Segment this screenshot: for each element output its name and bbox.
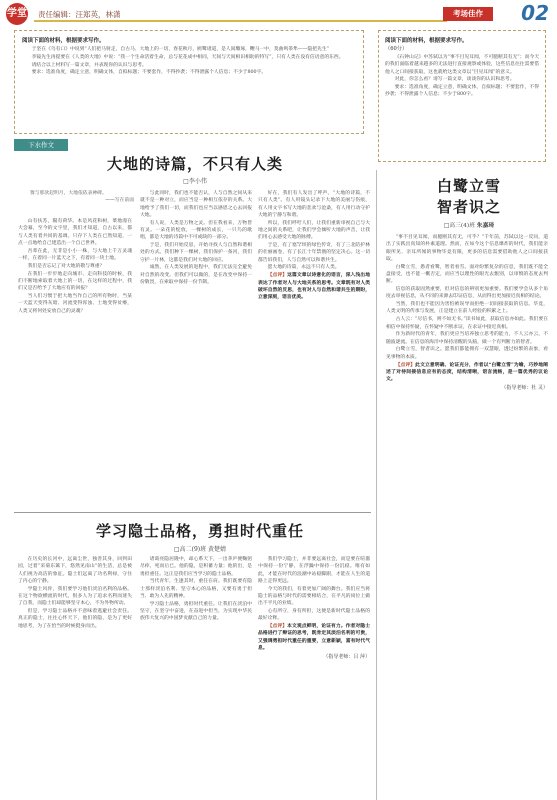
article-paragraph: 有人说，人类是万物之灵。但在我看来，万物皆有灵。一朵花的绽放，一棵树的成长，一只鸟的歌唱，都是大地的诗篇中不可或缺的一部分。	[140, 220, 252, 241]
prompt-body	[385, 54, 539, 99]
article-paragraph: 心有所守，身有所担，这便是新时代隐士品格的最好诠释。	[258, 609, 370, 622]
article-paragraph: 学习隐士品格，勇担时代重任。让我们在淡泊中坚守，在坚守中奋进，在奋进中担当，为实现中华民族伟大复兴的中国梦贡献自己的力量。	[140, 601, 252, 622]
article-paragraph: 于是，我们开始反思，开始寻找人与自然和谐相处的方式。我们种下一棵树，我们保护一条河，我们守护一片林，这都是我们对大地的回应。	[140, 243, 252, 263]
author-name: 朱嘉琦	[476, 223, 495, 229]
page-header	[0, 0, 557, 24]
article-author	[390, 220, 548, 229]
article-paragraph: 但是，学习隐士品格并不意味着逃避社会责任。真正的隐士，往往心怀天下，他们的隐，是为了更好地思考，为了在恰当的时候挺身而出。	[18, 609, 132, 629]
article-title: 学习隐士品格，勇担时代重任	[95, 522, 304, 540]
article-paragraph: 山有扶苏，隰有荷华。本是风花和树，菜地漫在大会幕，至今的文字里，我们才知道，自古以来，都与人类有着共同的基调。只存下人类在已然知道，一点一点地给自己建造出一个自己世界。	[18, 219, 132, 246]
article-title-line: 智者识之	[436, 198, 501, 216]
article-comment	[258, 272, 370, 301]
article-column	[18, 556, 132, 792]
article-divider	[14, 512, 371, 513]
prompt-title: 阅读下面的材料，根据要求写作。	[385, 38, 468, 44]
article-column	[18, 218, 132, 508]
article-paragraph: 吾辈在此，无非是小小一株，与大地上千万灵魂一样，在着同一片蓝天之下，有着同一块土地。	[18, 248, 132, 261]
article-column	[140, 190, 252, 510]
author-class: □高三(4)班	[443, 223, 475, 229]
epigraph-text: 猗与那欤起明月，大地依依表神碑。	[30, 191, 107, 196]
article-paragraph: 当然，我们也不能因为害怕被误导而拒绝一切间接获取的信息。毕竟，人类文明的传承与发展，正是建立在前人经验的积累之上。	[386, 302, 548, 315]
article-paragraph: 在历史的长河中，远离尘世，独善其身，回到田园，过着“采菊东篱下，悠然见南山”的生活，总是被人们视为高洁的象征。隐士们远离了功名利禄，守住了内心的宁静。	[18, 557, 132, 584]
article-title: 大地的诗篇，不只有人类	[106, 155, 283, 173]
article-paragraph: 当代青年，生逢其时，重任在肩。我们既要有隐士那样淡泊名利、坚守本心的品格，又要有勇于担当、敢为人先的精神。	[140, 579, 252, 599]
author-class: □高二(9)班	[173, 546, 207, 553]
prompt-paragraph: 《石钟山记》中苏轼以为“事不目见耳闻，不可臆断其有无”；而今天的我们面临着越来越多的无法进行直接观察或体验，这些信息往往需要借他人之口间接获取，这也就给这类文章以“目见耳闻”的意义。	[385, 55, 539, 75]
header-rule	[34, 20, 447, 22]
article-paragraph: 我们学习隐士，并非要远离社会，而是要在喧嚣中保持一份宁静，在浮躁中保持一份沉稳。唯有如此，才能在时代的浪潮中站稳脚跟，才能在人生的道路上走得更远。	[258, 557, 370, 584]
article-title	[392, 176, 546, 218]
prompt-paragraph: 请结合以上材料写一篇文章，并表现你的认识与思考。	[31, 62, 147, 68]
prompt-box-right	[378, 30, 546, 162]
comment-text: 本文观点鲜明，论证有力。作者对隐士品格进行了辩证的思考，既肯定其淡泊名利的可贵，又强调勇担时代重任的重要，立意新颖，富有时代气息。	[258, 623, 370, 652]
section-tag-green: 下水作文	[14, 139, 68, 151]
column-divider	[376, 170, 377, 800]
article-author	[120, 544, 280, 553]
prompt-body	[22, 46, 356, 77]
page-number: 02	[521, 1, 549, 25]
article-paragraph: 作为新时代的青年，我们更应当培养独立思考的能力，不人云亦云，不随波逐流。在信息的海洋中保持清醒的头脑，做一个有判断力的智者。	[386, 332, 548, 345]
article-paragraph: “事不目见耳闻，而臆断其有无，可乎？”千年前，苏轼以这一反问，道出了实践出真知的朴素道理。然而，在如今这个信息爆炸的时代，我们能亲眼所见、亲耳所闻的事物毕竟有限，更多的信息需要借助他人之口间接获取。	[386, 235, 548, 262]
prompt-score: （60分）	[385, 46, 408, 52]
comment-label: 【点评】	[395, 361, 416, 368]
article-paragraph: 信息的获取固然重要，但对信息的辨别更加重要。我们要学会从多个角度去审视信息，从不同的来源去印证信息，从而得出更加接近真相的结论。	[386, 287, 548, 300]
article-paragraph: 我们是否忘记了对大地的敬与尊重？	[27, 263, 105, 269]
article-paragraph: 古人云：“尽信书，则不如无书。”读书如此，获取信息亦如此。我们要在相信中保持怀疑，在怀疑中不断求证，在求证中接近真相。	[386, 317, 548, 330]
editor-credit: 责任编辑：汪郑英，林潇	[38, 10, 121, 19]
article-paragraph: 学隐士风骨，我们要学习他们淡泊名利的品格。在这个物欲横流的时代，很多人为了追求名利而迷失了自我，而隐士们却能够坚守本心，不为外物所动。	[18, 586, 132, 607]
article-paragraph: 白鹭立雪，智者识之。愿我们都能拥有一双慧眼，透过纷繁的表象，看见事物的本质。	[386, 347, 548, 360]
article-paragraph: 在我们一步步地走向城市、走向科技的时候，我们不断地索取着大地上的一切，在这样的过程中，我们又是否给予了大地应有的回报？	[18, 271, 132, 292]
article-paragraph: 白鹭立雪，愚者看鹭，智者看雪。面对纷繁复杂的信息，我们既不能全盘接受，也不能一概否定，而应当以理性的眼光去甄别，以审慎的态度去判断。	[386, 264, 548, 285]
article-column	[140, 556, 252, 792]
article-author: □李小伟	[183, 178, 207, 185]
comment-label: 【点评】	[267, 623, 288, 630]
teacher-credit: （指导老师：杜 灵）	[501, 385, 548, 392]
teacher-credit: （指导老师：吕 萍）	[323, 654, 370, 661]
article-paragraph: 当人们习惯于把大地当作自己的所有物时，当某一天蓝天变得灰暗、河流变得浑浊、土地变得贫瘠，人类又将何处安放自己的灵魂？	[18, 293, 132, 314]
article-paragraph: 诸葛亮隐居隆中，却心系天下，一出茅庐便鞠躬尽瘁，死而后已。他的隐，是积蓄力量；他的出，是勇担重任。这正是我们应当学习的隐士品格。	[140, 557, 252, 577]
article-title-line: 白鹭立雪	[436, 177, 501, 195]
article-paragraph: 与此同时，我们也不能否认，人与自然之间从来就不是一种对立，而应当是一种相互依存的关系。大地给予了我们一切，而我们也应当以感恩之心去回报大地。	[140, 191, 252, 218]
author-name: 黄楚婧	[208, 546, 227, 553]
prompt-paragraph: 要求：选准角度，确定立意，明确文体，自拟标题；不要套作，不得抄袭；不得泄露个人信息；不少于800字。	[31, 70, 267, 76]
prompt-paragraph: 于坚在《乌有口》中说到“人们把马射走，自古马、大地上的一切，春花秋月，鸥鹭诸道，是人间雕琢，鞭马一中，莫曲鸣茶隼——隐把先生”	[31, 47, 330, 52]
prompt-box-left	[14, 30, 364, 134]
prompt-paragraph: 要求：选准角度，确定立意，明确文体，自拟标题；不要套作，不得抄袭；不得泄露个人信息；不少于800字。	[385, 85, 539, 98]
comment-text: 此文立意明确、论证充分，作者以“白鹭立雪”为喻，巧妙地阐述了对待间接信息应有的态度，结构清晰，语言流畅，是一篇优秀的议论文。	[386, 361, 548, 383]
article-paragraph: 于是，有了塞罕坝的绿色传奇，有了三北防护林的壮丽画卷，有了长江十年禁渔的坚定决心。这一切都告诉我们，人与自然可以和谐共生。	[258, 243, 370, 263]
prompt-title: 阅读下面的材料，根据要求写作。	[22, 38, 105, 44]
article-paragraph: 今天的我们，有着更加广阔的舞台。我们应当将隐士的品格与时代的需要相结合，在平凡的岗位上做出不平凡的业绩。	[258, 586, 370, 607]
epigraph-source: ——写在前面	[105, 198, 134, 204]
comment-label: 【点评】	[267, 272, 288, 279]
article-paragraph: 好在，我们有人发出了呼声，“大地的诗篇，不只有人类”。有人用镜头记录下大地的美丽与伤痕，有人用文字书写大地的悲欢与沧桑，有人用行动守护大地的宁静与和谐。	[258, 191, 370, 218]
article-comment	[386, 362, 548, 384]
article-paragraph: 诚然，在人类发展的进程中，我们无法完全避免对自然的改变。但我们可以做的，是在改变中保持一份敬畏，在索取中保持一份节制。	[140, 265, 252, 286]
article-paragraph: 所以，我们呼吁人们，让我们重新审视自己与大地之间的关系吧，让我们学会倾听大地的声音，让我们用心去感受大地的脉搏。	[258, 220, 370, 241]
comment-text: 这篇文章以诗意化的语言，深入浅出地表达了作者对人与大地关系的思考。文章既有对人类破坏自然的反思，也有对人与自然和谐共生的期盼，立意深刻，语言优美。	[258, 272, 370, 301]
article-paragraph: 愿大地的诗篇，永远不只有人类。	[267, 265, 340, 271]
article-column	[386, 234, 548, 794]
section-label: 考场佳作	[443, 7, 493, 21]
article-column	[258, 556, 370, 792]
article-column	[258, 190, 370, 510]
newspaper-logo: 学堂	[6, 3, 28, 25]
prompt-paragraph: 对此，你怎么看？请写一篇文章，谈谈你的认识和思考。	[394, 77, 515, 83]
prompt-paragraph: 李镜先生再提要在《人类的大地》中说：“我一个生命活着生命，总与花花成中相同，天间与天间相识相助的特写”，只有人类在没有信语意的东西。	[31, 54, 344, 60]
article-comment	[258, 623, 370, 652]
article-epigraph	[30, 190, 134, 205]
